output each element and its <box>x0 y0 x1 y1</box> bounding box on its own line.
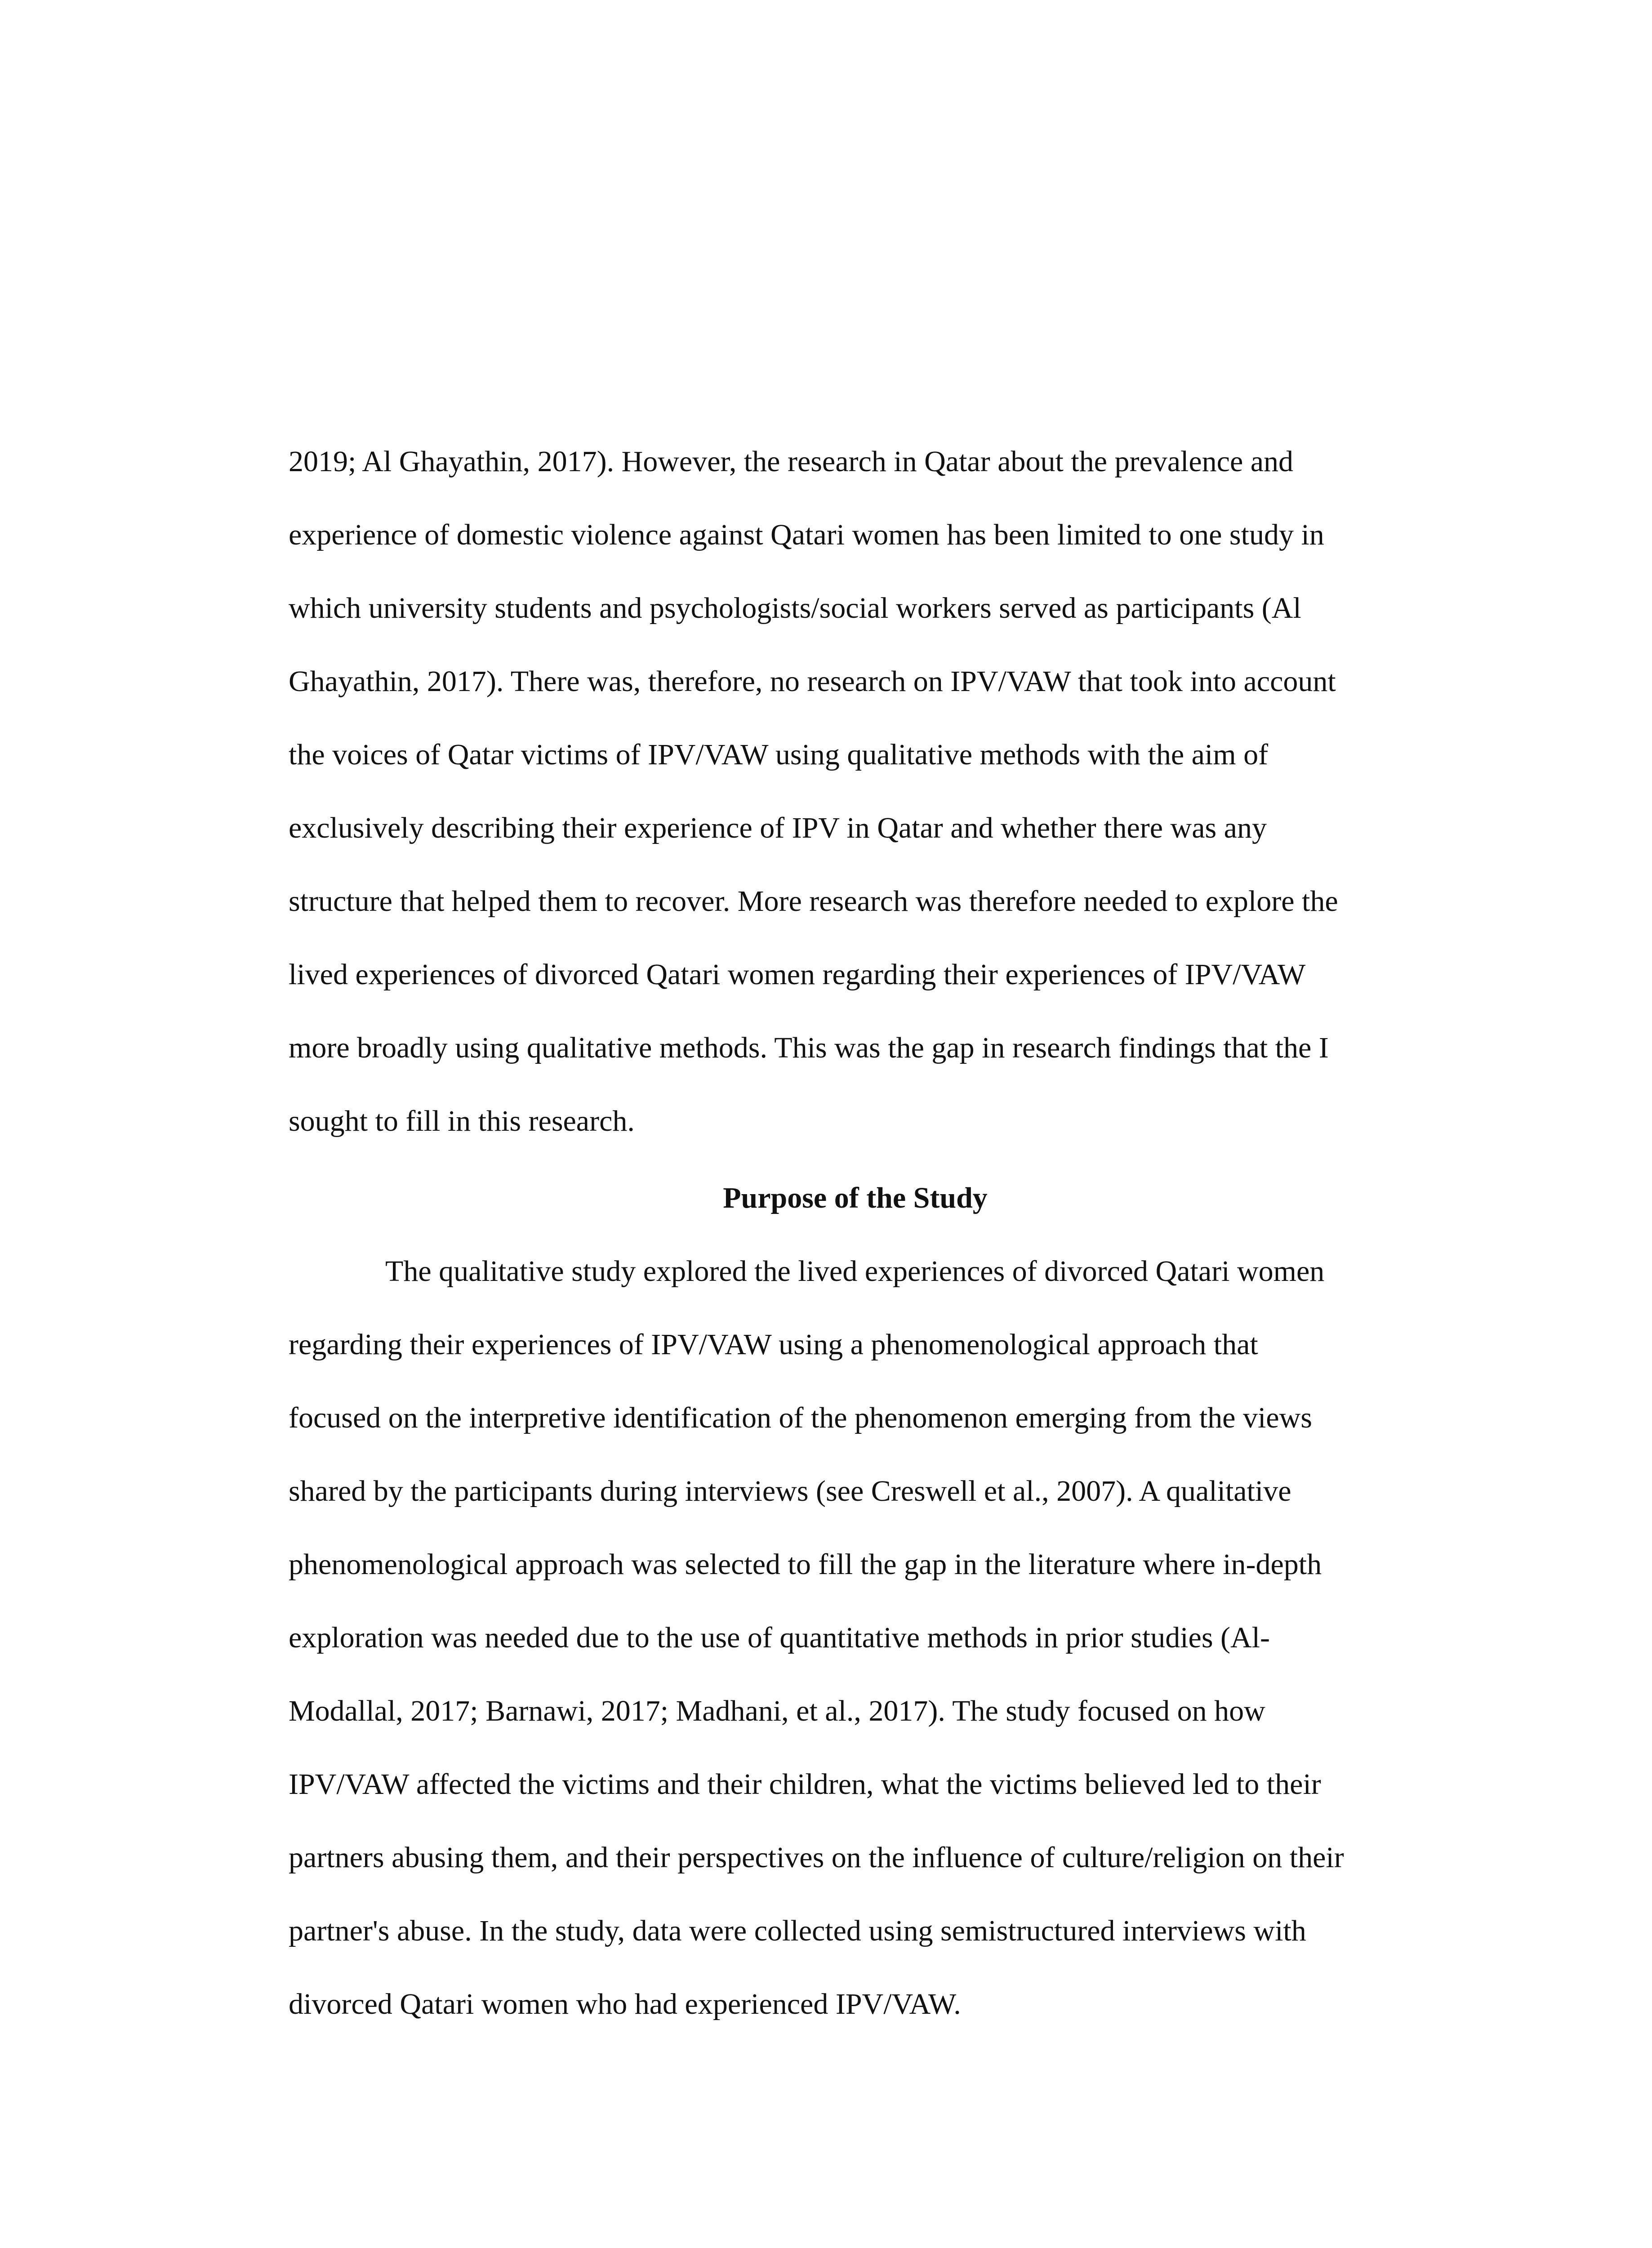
text-line: structure that helped them to recover. More research was therefore needed to explore the <box>289 885 1338 918</box>
text-line: which university students and psychologists/social workers served as participants (Al <box>289 592 1301 624</box>
text-line: exploration was needed due to the use of quantitative methods in prior studies (Al- <box>289 1621 1270 1654</box>
text-line: exclusively describing their experience of IPV in Qatar and whether there was any <box>289 812 1267 844</box>
text-line: 2019; Al Ghayathin, 2017). However, the research in Qatar about the prevalence and <box>289 445 1294 478</box>
text-line: more broadly using qualitative methods. This was the gap in research findings that the I <box>289 1031 1329 1064</box>
text-line: The qualitative study explored the lived experiences of divorced Qatari women <box>385 1255 1325 1288</box>
text-line: phenomenological approach was selected to fill the gap in the literature where in-depth <box>289 1548 1322 1581</box>
text-line: experience of domestic violence against Qatari women has been limited to one study in <box>289 518 1324 551</box>
body-paragraph-1 <box>289 425 1439 1158</box>
text-line: Ghayathin, 2017). There was, therefore, no research on IPV/VAW that took into account <box>289 665 1336 698</box>
text-line: sought to fill in this research. <box>289 1105 635 1137</box>
body-paragraph-2 <box>289 1235 1439 2041</box>
text-line: divorced Qatari women who had experienced IPV/VAW. <box>289 1988 961 2021</box>
text-line: Modallal, 2017; Barnawi, 2017; Madhani, et al., 2017). The study focused on how <box>289 1695 1265 1727</box>
text-line: partners abusing them, and their perspectives on the influence of culture/religion on their <box>289 1841 1344 1874</box>
text-line: partner's abuse. In the study, data were collected using semistructured interviews with <box>289 1914 1306 1947</box>
text-line: lived experiences of divorced Qatari women regarding their experiences of IPV/VAW <box>289 958 1306 991</box>
text-line: IPV/VAW affected the victims and their children, what the victims believed led to their <box>289 1768 1321 1801</box>
text-line: shared by the participants during interviews (see Creswell et al., 2007). A qualitative <box>289 1475 1291 1508</box>
text-line: the voices of Qatar victims of IPV/VAW using qualitative methods with the aim of <box>289 738 1269 771</box>
text-line: focused on the interpretive identification of the phenomenon emerging from the views <box>289 1401 1312 1434</box>
text-line: regarding their experiences of IPV/VAW using a phenomenological approach that <box>289 1328 1258 1361</box>
section-heading: Purpose of the Study <box>723 1182 988 1214</box>
